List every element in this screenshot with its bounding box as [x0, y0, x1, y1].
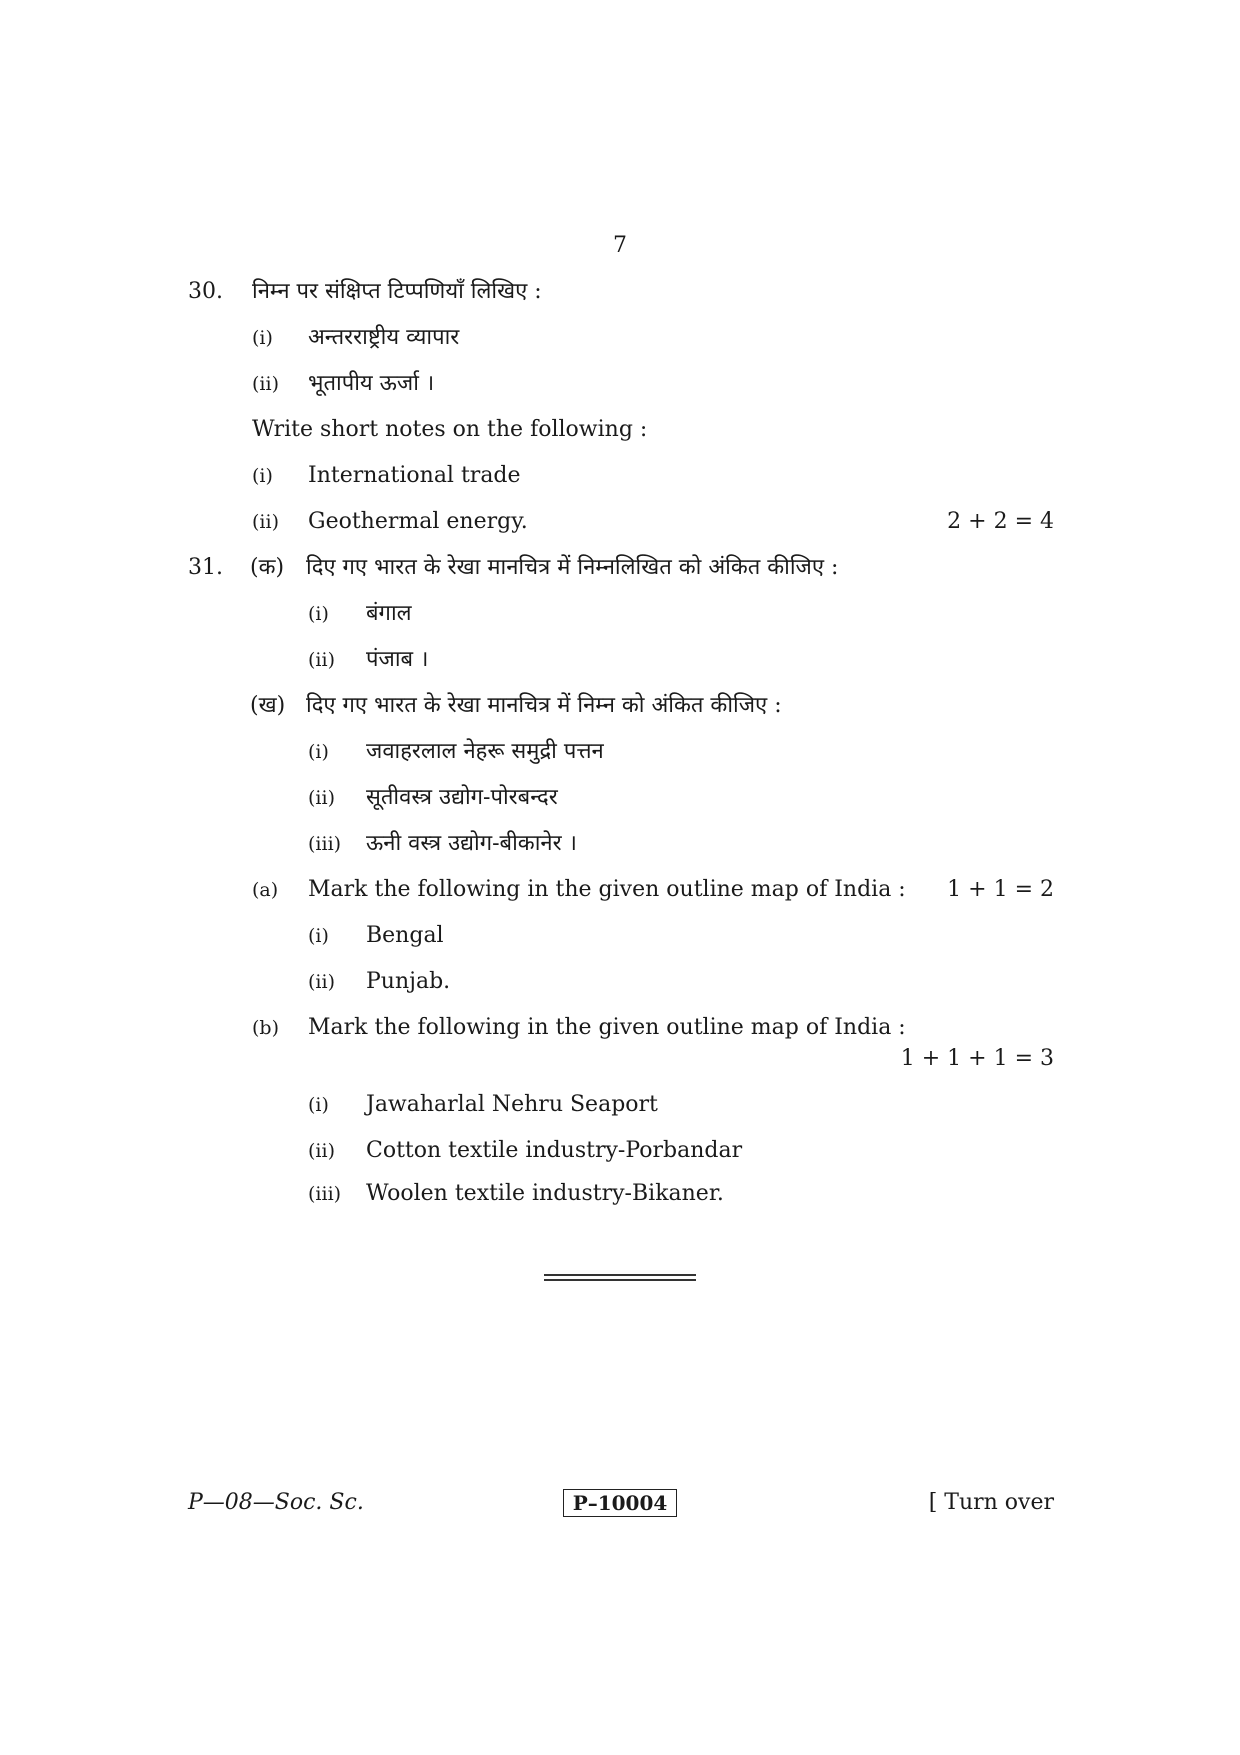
q31-part-b-label: (b): [252, 1017, 279, 1039]
q30-marks: 2 + 2 = 4: [947, 509, 1054, 534]
q31-part-b-item-text: Cotton textile industry-Porbandar: [366, 1138, 743, 1163]
q31-part-kha-item-label: (i): [308, 741, 329, 763]
q31-part-a-item-text: Bengal: [366, 923, 444, 948]
q31-part-b-item-label: (ii): [308, 1140, 335, 1162]
q30-hindi-item-label: (i): [252, 327, 273, 349]
q31-part-b-item-text: Jawaharlal Nehru Seaport: [366, 1092, 658, 1117]
q30-hindi-item-text: भूतापीय ऊर्जा ।: [308, 371, 435, 396]
q31-part-ka-label: (क): [250, 555, 285, 580]
question-31-number: 31.: [188, 555, 223, 580]
q31-part-a-prompt: Mark the following in the given outline map of India :: [308, 877, 906, 902]
q31-part-ka-item-text: बंगाल: [366, 601, 412, 626]
q31-part-a-marks: 1 + 1 = 2: [947, 877, 1054, 902]
q31-part-b-item-label: (i): [308, 1094, 329, 1116]
footer-turn-over: [ Turn over: [928, 1490, 1054, 1515]
q31-part-kha-item-label: (iii): [308, 833, 342, 855]
booklet-code-box: P–10004: [563, 1489, 678, 1517]
question-30-english-prompt: Write short notes on the following :: [252, 417, 648, 442]
q31-part-b-item-label: (iii): [308, 1183, 342, 1205]
q31-part-a-item-label: (i): [308, 925, 329, 947]
footer-paper-code: P—08—Soc. Sc.: [188, 1490, 364, 1515]
q30-hindi-item-label: (ii): [252, 373, 279, 395]
q30-english-item-label: (ii): [252, 511, 279, 533]
page-number: 7: [613, 233, 627, 258]
q31-part-kha-item-text: जवाहरलाल नेहरू समुद्री पत्तन: [366, 739, 604, 764]
end-of-questions-rule: [544, 1274, 696, 1281]
q30-english-item-label: (i): [252, 465, 273, 487]
q31-part-ka-prompt: दिए गए भारत के रेखा मानचित्र में निम्नलिखित को अंकित कीजिए :: [306, 555, 839, 580]
q31-part-b-prompt: Mark the following in the given outline map of India :: [308, 1015, 906, 1040]
q31-part-ka-item-label: (ii): [308, 649, 335, 671]
q30-english-item-text: International trade: [308, 463, 521, 488]
q31-part-kha-label: (ख): [250, 693, 286, 718]
q30-english-item-text: Geothermal energy.: [308, 509, 528, 534]
q31-part-b-marks: 1 + 1 + 1 = 3: [900, 1046, 1054, 1071]
footer-booklet-code: [0, 1489, 1240, 1518]
q31-part-kha-item-label: (ii): [308, 787, 335, 809]
question-30-hindi-prompt: निम्न पर संक्षिप्त टिप्पणियाँ लिखिए :: [252, 279, 542, 304]
q31-part-a-label: (a): [252, 879, 279, 901]
q30-hindi-item-text: अन्तरराष्ट्रीय व्यापार: [308, 325, 460, 350]
question-30-number: 30.: [188, 279, 223, 304]
q31-part-b-item-text: Woolen textile industry-Bikaner.: [366, 1181, 724, 1206]
q31-part-ka-item-text: पंजाब ।: [366, 647, 429, 672]
q31-part-kha-item-text: सूतीवस्त्र उद्योग-पोरबन्दर: [366, 785, 558, 810]
q31-part-a-item-label: (ii): [308, 971, 335, 993]
q31-part-ka-item-label: (i): [308, 603, 329, 625]
q31-part-kha-item-text: ऊनी वस्त्र उद्योग-बीकानेर ।: [366, 831, 577, 856]
q31-part-a-item-text: Punjab.: [366, 969, 451, 994]
q31-part-kha-prompt: दिए गए भारत के रेखा मानचित्र में निम्न को अंकित कीजिए :: [306, 693, 782, 718]
